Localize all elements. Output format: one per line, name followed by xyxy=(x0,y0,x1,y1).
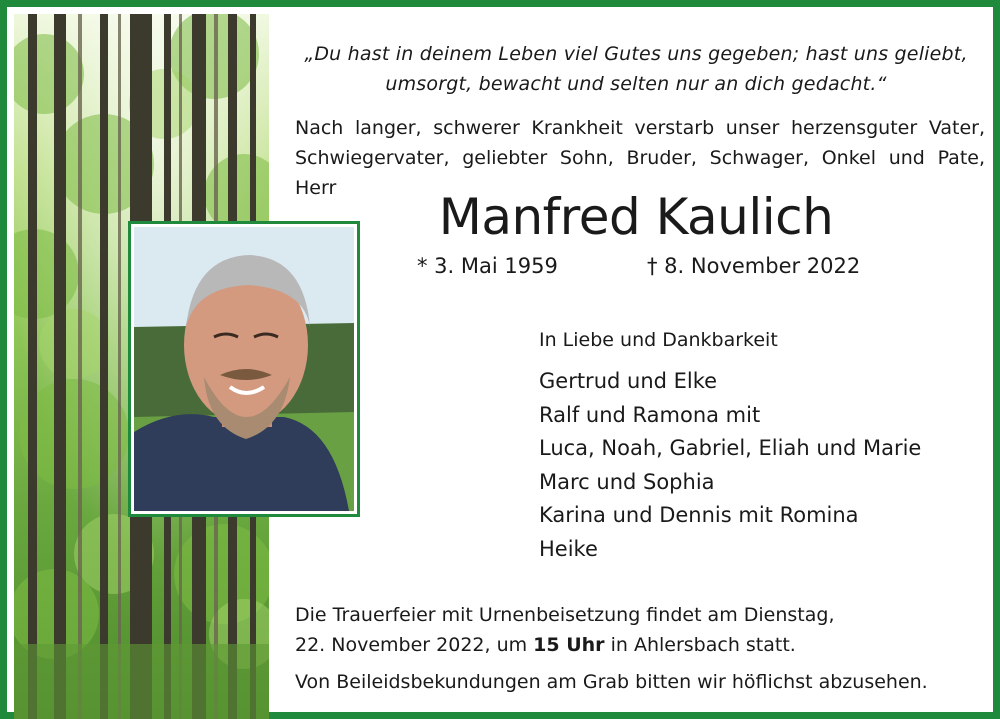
mourners-list xyxy=(539,365,921,566)
mourner-item: Ralf und Ramona mit xyxy=(539,402,761,427)
mourner-item: Gertrud und Elke xyxy=(539,369,718,393)
portrait-photo xyxy=(128,221,360,517)
quote-line: „Du hast in deinem Leben viel Gutes uns gegeben; hast uns geliebt, xyxy=(304,43,968,65)
funeral-date: 22. November 2022, um xyxy=(295,634,534,656)
portrait-image xyxy=(134,227,354,511)
mourner-item: Heike xyxy=(539,536,598,561)
birth-date: * 3. Mai 1959 xyxy=(417,254,558,278)
funeral-notice xyxy=(295,600,995,660)
condolence-note: Von Beileidsbekundungen am Grab bitten wir höflichst abzusehen. xyxy=(295,671,928,693)
intro-line: Nach langer, schwerer Krankheit verstarb unser herzensguter Vater, xyxy=(295,117,985,139)
funeral-time: 15 Uhr xyxy=(533,634,605,656)
funeral-place: in Ahlersbach statt. xyxy=(604,634,796,656)
thanks-line: In Liebe und Dankbarkeit xyxy=(539,329,778,351)
deceased-name: Manfred Kaulich xyxy=(438,188,834,246)
mourner-item: Luca, Noah, Gabriel, Eliah und Marie xyxy=(539,436,922,460)
mourner-item: Marc und Sophia xyxy=(539,469,715,494)
intro-line: Schwiegervater, geliebter Sohn, Bruder, Schwager, Onkel und Pate, Herr xyxy=(295,147,985,199)
funeral-line: Die Trauerfeier mit Urnenbeisetzung findet am Dienstag, xyxy=(295,604,835,626)
death-date: † 8. November 2022 xyxy=(647,254,861,278)
memorial-quote xyxy=(275,39,997,99)
quote-line: umsorgt, bewacht und selten nur an dich gedacht.“ xyxy=(385,73,887,95)
mourner-item: Karina und Dennis mit Romina xyxy=(539,503,859,527)
funeral-line xyxy=(295,630,995,660)
